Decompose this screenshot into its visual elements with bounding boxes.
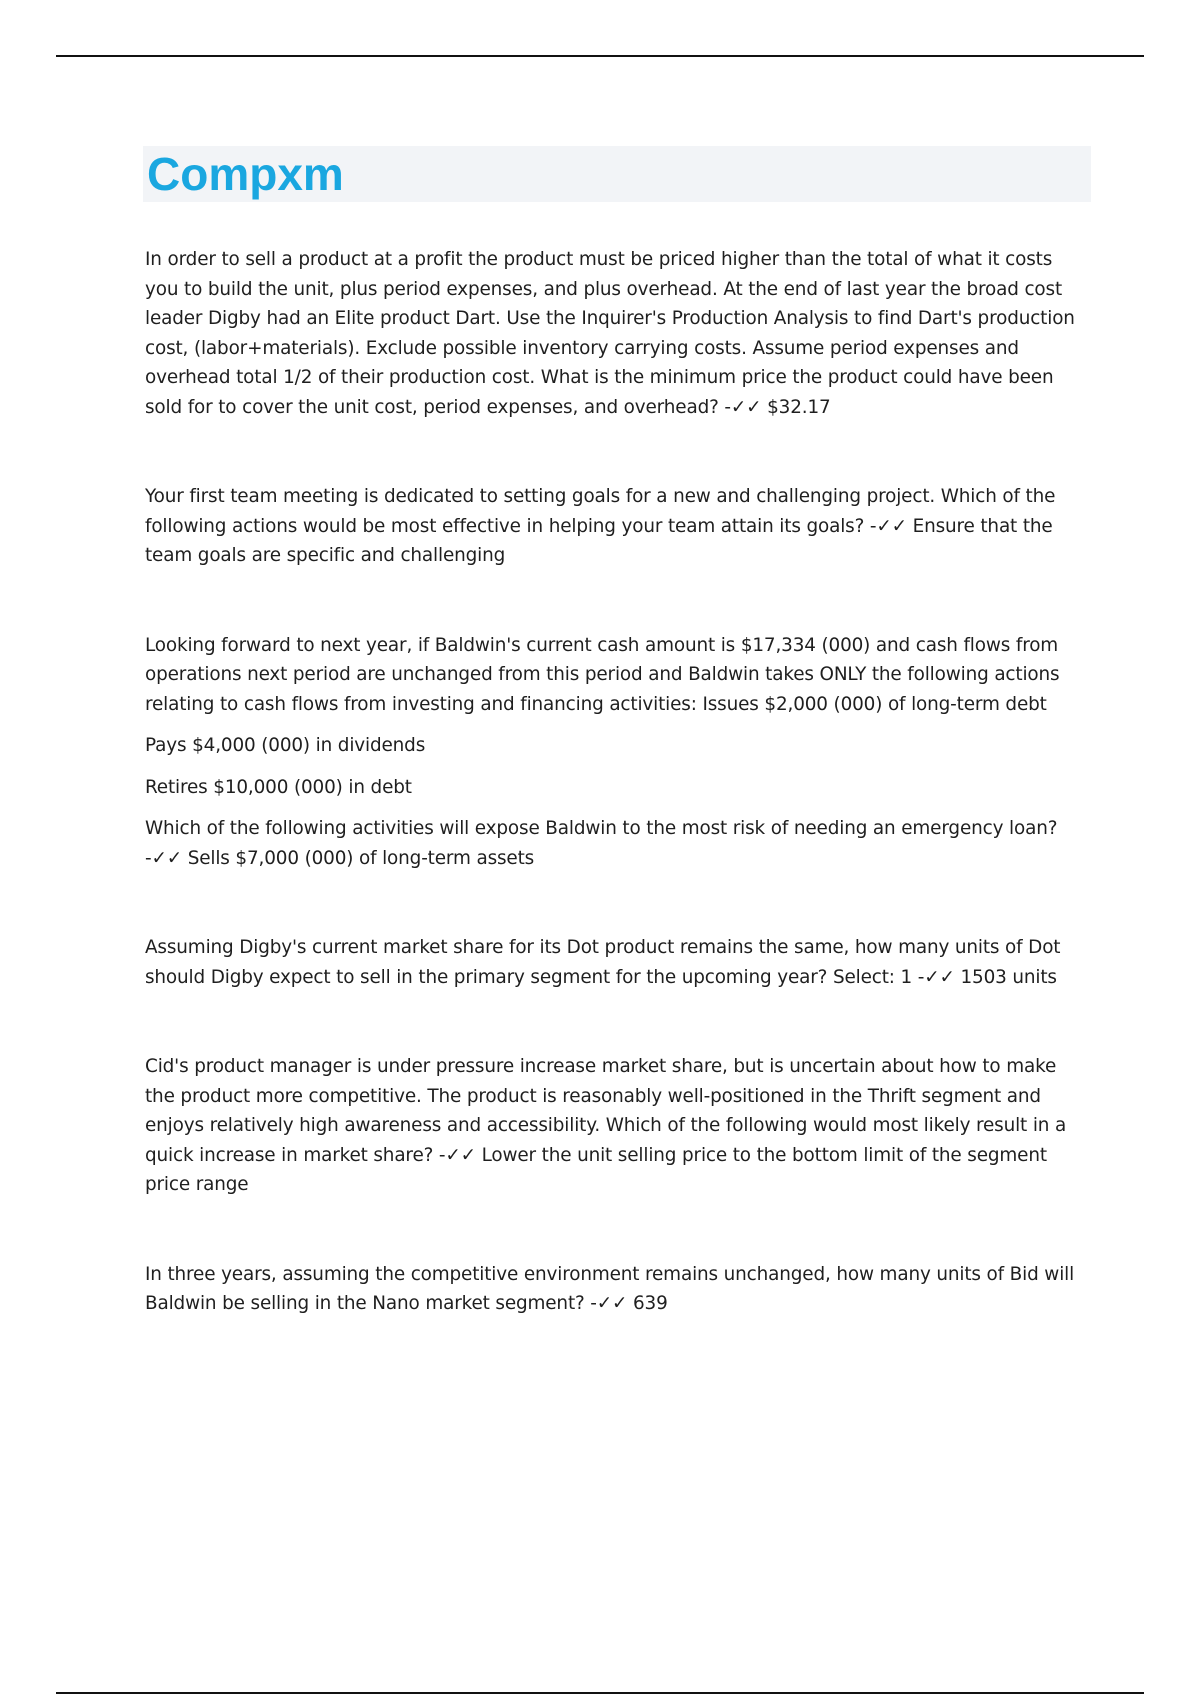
question-paragraph: Looking forward to next year, if Baldwin's current cash amount is $17,334 (000) and cash flows from operations next period are unchanged from this period and Baldwin takes ONLY the following actions relating to cash flows from investing and financing activities: Issues $2,000 (000) of long-term debt: [145, 634, 1060, 715]
bottom-divider: [56, 1692, 1144, 1694]
question-paragraph: Pays $4,000 (000) in dividends: [145, 735, 426, 756]
top-divider: [56, 55, 1144, 57]
question-answer-paragraph: In order to sell a product at a profit the product must be priced higher than the total of what it costs you to build the unit, plus period expenses, and plus overhead. At the end of last year the broad cost leader Digby had an Elite product Dart. Use the Inquirer's Production Analysis to find Dart's production cost, (labor+materials). Exclude possible inventory carrying costs. Assume period expenses and overhead total 1/2 of their production cost. What is the minimum price the product could have been sold for to cover the unit cost, period expenses, and overhead? -✓✓ $32.17: [145, 249, 1075, 418]
question-answer-paragraph: Cid's product manager is under pressure increase market share, but is uncertain about how to make the product more competitive. The product is reasonably well-positioned in the Thrift segment and enjoys relatively high awareness and accessibility. Which of the following would most likely result in a quick increase in market share? -✓✓ Lower the unit selling price to the bottom limit of the segment price range: [145, 1056, 1067, 1195]
document-body: [145, 245, 1090, 1379]
question-paragraph: Retires $10,000 (000) in debt: [145, 776, 412, 798]
question-answer-paragraph: Assuming Digby's current market share for its Dot product remains the same, how many units of Dot should Digby expect to sell in the primary segment for the upcoming year? Select: 1 -✓✓ 1503 units: [145, 937, 1061, 988]
question-answer-paragraph: In three years, assuming the competitive environment remains unchanged, how many units of Bid will Baldwin be selling in the Nano market segment? -✓✓ 639: [145, 1263, 1075, 1314]
title-banner: [143, 146, 1091, 202]
document-title: Compxm: [147, 148, 344, 200]
question-answer-paragraph: Which of the following activities will expose Baldwin to the most risk of needing an emergency loan? -✓✓ Sells $7,000 (000) of long-term assets: [145, 818, 1058, 869]
question-answer-paragraph: Your first team meeting is dedicated to setting goals for a new and challenging project. Which of the following actions would be most effective in helping your team attain its goals? -✓✓ Ensure that the team goals are specific and challenging: [145, 486, 1056, 566]
